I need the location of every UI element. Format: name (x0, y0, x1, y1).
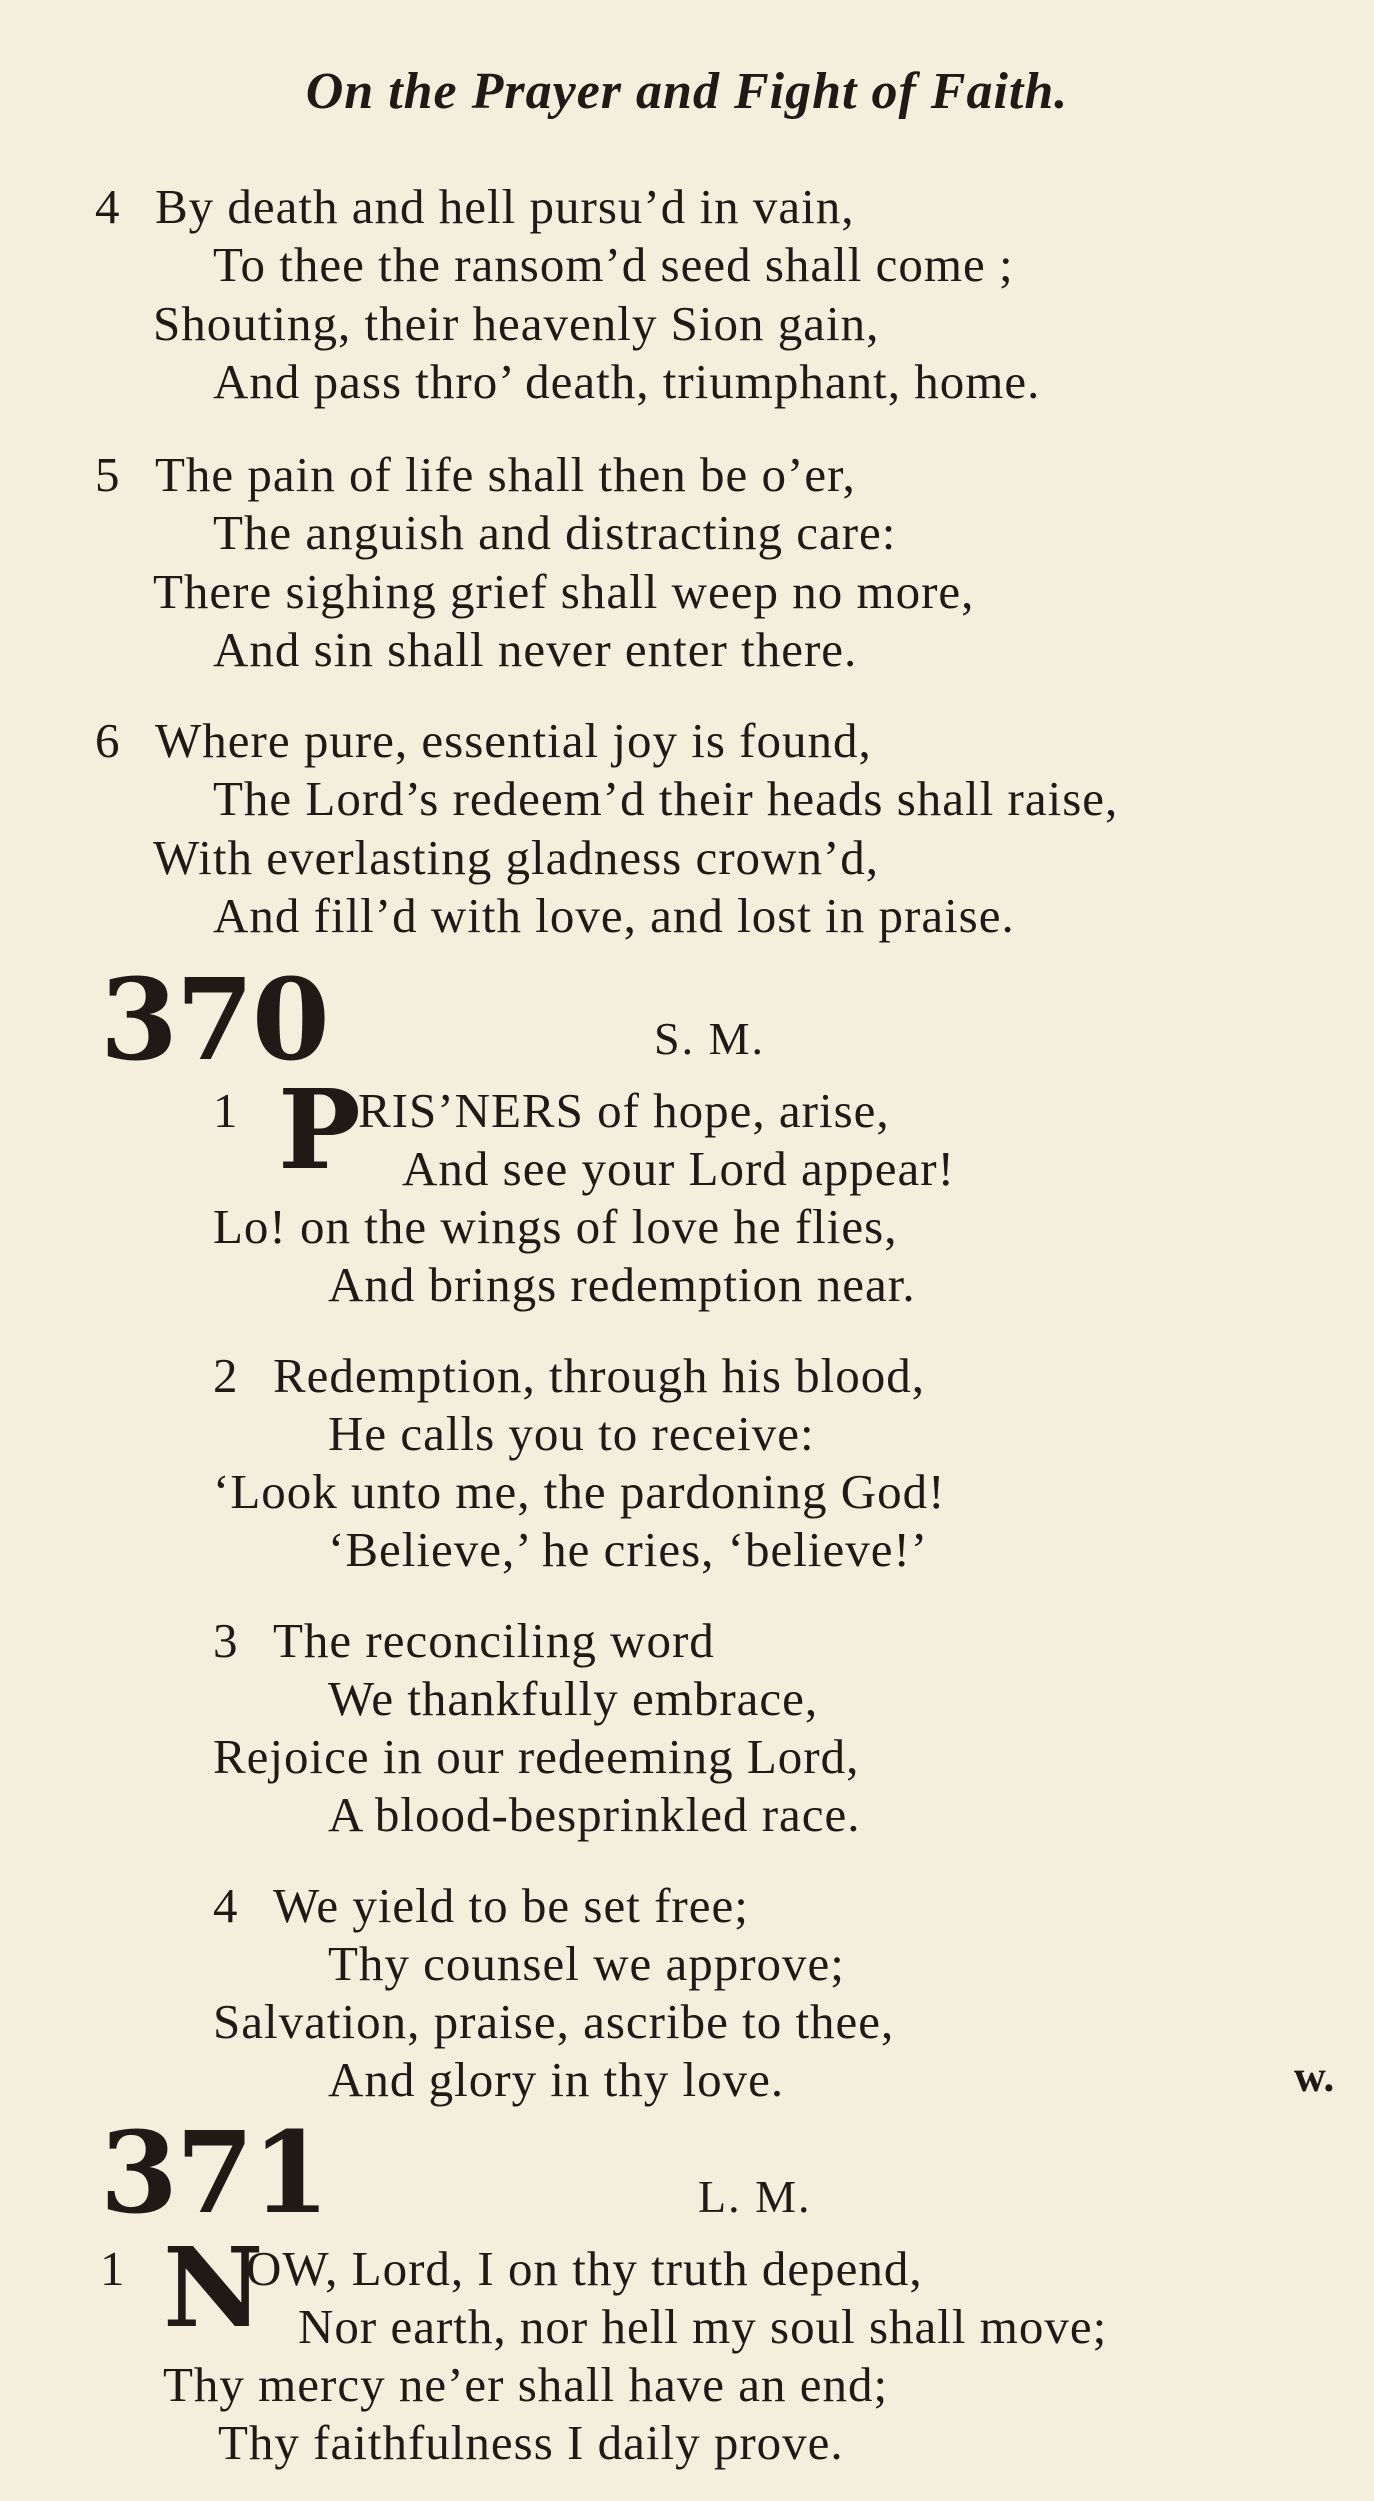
hymn-number: 371 (100, 2108, 328, 2239)
verse-line: A blood-besprinkled race. (328, 1787, 861, 1842)
verse-line: Thy faithfulness I daily prove. (218, 2415, 844, 2470)
meter-label: L. M. (698, 2171, 812, 2222)
verse-line: Thy counsel we approve; (328, 1936, 845, 1991)
verse-line: With everlasting gladness crown’d, (153, 830, 880, 885)
verse-line: There sighing grief shall weep no more, (153, 564, 975, 619)
verse-line: And glory in thy love. (328, 2052, 785, 2107)
verse-line: And sin shall never enter there. (213, 622, 858, 677)
verse-line: Nor earth, nor hell my soul shall move; (298, 2299, 1108, 2354)
verse-line: We thankfully embrace, (328, 1671, 819, 1726)
verse-line: Thy mercy ne’er shall have an end; (163, 2357, 889, 2412)
stanza-number: 5 (95, 447, 120, 502)
verse-line: We yield to be set free; (273, 1878, 749, 1933)
verse-line: OW, Lord, I on thy truth depend, (246, 2241, 923, 2296)
verse-line: Salvation, praise, ascribe to thee, (213, 1994, 895, 2049)
verse-line: The pain of life shall then be o’er, (155, 447, 856, 502)
verse-line: RIS’NERS of hope, arise, (358, 1083, 890, 1138)
page-header: On the Prayer and Fight of Faith. (305, 63, 1069, 120)
verse-line: By death and hell pursu’d in vain, (155, 179, 855, 234)
stanza-number: 4 (213, 1878, 238, 1933)
verse-line: Rejoice in our redeeming Lord, (213, 1729, 860, 1784)
verse-line: And brings redemption near. (328, 1257, 916, 1312)
verse-line: The reconciling word (273, 1613, 715, 1668)
drop-cap: P (278, 1065, 361, 1194)
stanza-number: 1 (213, 1083, 238, 1138)
verse-line: To thee the ransom’d seed shall come ; (213, 237, 1014, 292)
hymn-number: 370 (100, 955, 328, 1086)
stanza-number: 3 (213, 1613, 238, 1668)
verse-line: He calls you to receive: (328, 1406, 815, 1461)
verse-line: Where pure, essential joy is found, (155, 713, 872, 768)
verse-line: ‘Believe,’ he cries, ‘believe!’ (328, 1522, 929, 1577)
verse-line: And pass thro’ death, triumphant, home. (213, 354, 1041, 409)
drop-cap: N (163, 2223, 264, 2352)
stanza-number: 2 (213, 1348, 238, 1403)
verse-line: ‘Look unto me, the pardoning God! (213, 1464, 946, 1519)
verse-line: Shouting, their heavenly Sion gain, (153, 296, 880, 351)
meter-label: S. M. (654, 1013, 765, 1064)
verse-line: The anguish and distracting care: (213, 505, 897, 560)
verse-line: Redemption, through his blood, (273, 1348, 925, 1403)
author-signature: w. (1294, 2052, 1335, 2101)
verse-line: Lo! on the wings of love he flies, (213, 1199, 898, 1254)
verse-line: And fill’d with love, and lost in praise. (213, 888, 1015, 943)
stanza-number: 6 (95, 713, 120, 768)
verse-line: And see your Lord appear! (402, 1141, 955, 1196)
verse-line: The Lord’s redeem’d their heads shall raise, (213, 771, 1119, 826)
stanza-number: 4 (95, 179, 120, 234)
stanza-number: 1 (100, 2241, 125, 2296)
